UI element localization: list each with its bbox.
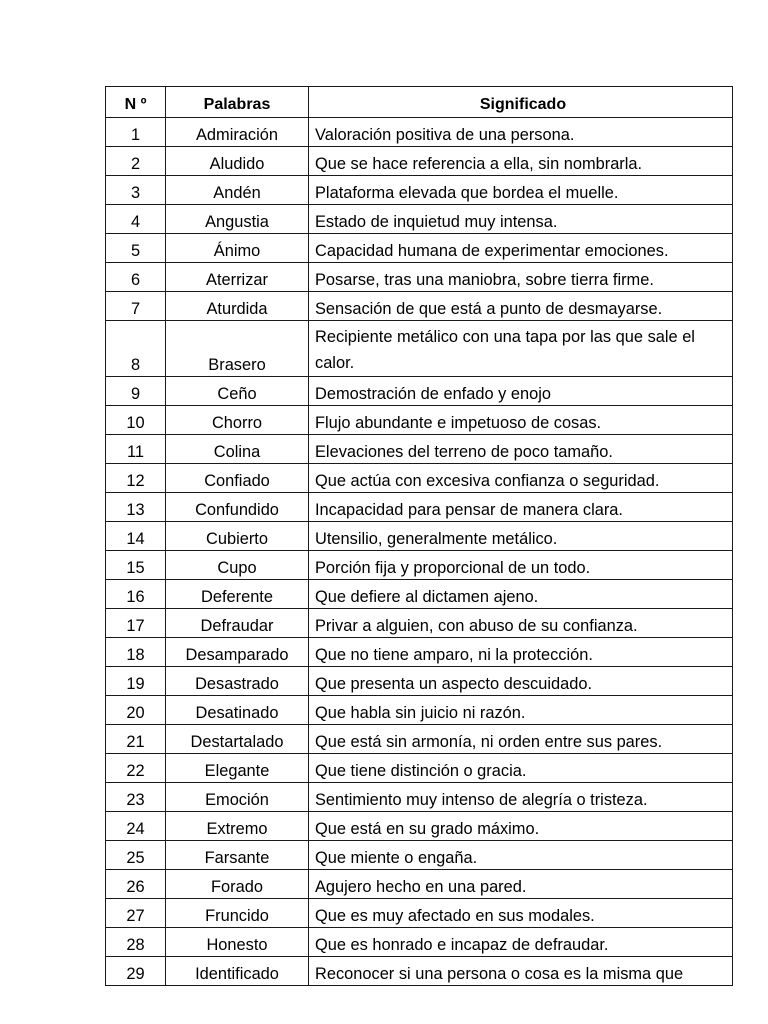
vocabulary-table: [105, 86, 733, 986]
table-row: [106, 638, 733, 667]
row-word: Defraudar: [166, 609, 309, 638]
table-row: [106, 147, 733, 176]
row-number: 5: [106, 234, 166, 263]
row-meaning: Utensilio, generalmente metálico.: [309, 522, 733, 551]
row-meaning: Demostración de enfado y enojo: [309, 377, 733, 406]
table-row: [106, 321, 733, 377]
row-meaning: Privar a alguien, con abuso de su confianza.: [309, 609, 733, 638]
table-row: [106, 435, 733, 464]
row-meaning: Plataforma elevada que bordea el muelle.: [309, 176, 733, 205]
row-word: Aterrizar: [166, 263, 309, 292]
table-row: [106, 551, 733, 580]
row-number: 12: [106, 464, 166, 493]
row-meaning: Posarse, tras una maniobra, sobre tierra firme.: [309, 263, 733, 292]
row-number: 8: [106, 321, 166, 377]
row-meaning: Porción fija y proporcional de un todo.: [309, 551, 733, 580]
table-row: [106, 841, 733, 870]
row-word: Cubierto: [166, 522, 309, 551]
table-row: [106, 234, 733, 263]
header-meaning: Significado: [309, 87, 733, 118]
row-word: Ceño: [166, 377, 309, 406]
table-row: [106, 118, 733, 147]
row-meaning: Que no tiene amparo, ni la protección.: [309, 638, 733, 667]
table-row: [106, 696, 733, 725]
row-meaning: Que está en su grado máximo.: [309, 812, 733, 841]
row-word: Confundido: [166, 493, 309, 522]
row-word: Honesto: [166, 928, 309, 957]
row-meaning: Que se hace referencia a ella, sin nombrarla.: [309, 147, 733, 176]
row-meaning: Incapacidad para pensar de manera clara.: [309, 493, 733, 522]
row-number: 16: [106, 580, 166, 609]
table-row: [106, 377, 733, 406]
row-word: Aturdida: [166, 292, 309, 321]
row-word: Brasero: [166, 321, 309, 377]
row-number: 10: [106, 406, 166, 435]
header-number: N º: [106, 87, 166, 118]
row-word: Identificado: [166, 957, 309, 986]
row-number: 15: [106, 551, 166, 580]
table-row: [106, 205, 733, 234]
row-number: 13: [106, 493, 166, 522]
table-body: [106, 118, 733, 986]
table-row: [106, 263, 733, 292]
table-row: [106, 580, 733, 609]
row-number: 28: [106, 928, 166, 957]
row-word: Forado: [166, 870, 309, 899]
table-row: [106, 292, 733, 321]
row-meaning: Que presenta un aspecto descuidado.: [309, 667, 733, 696]
row-meaning: Recipiente metálico con una tapa por las que sale el calor.: [309, 321, 733, 377]
row-word: Fruncido: [166, 899, 309, 928]
table-row: [106, 493, 733, 522]
row-number: 7: [106, 292, 166, 321]
row-number: 25: [106, 841, 166, 870]
table-row: [106, 899, 733, 928]
table-row: [106, 609, 733, 638]
row-word: Chorro: [166, 406, 309, 435]
table-row: [106, 725, 733, 754]
row-word: Desastrado: [166, 667, 309, 696]
row-word: Andén: [166, 176, 309, 205]
row-number: 9: [106, 377, 166, 406]
row-number: 1: [106, 118, 166, 147]
row-number: 22: [106, 754, 166, 783]
row-word: Confiado: [166, 464, 309, 493]
row-number: 2: [106, 147, 166, 176]
row-meaning: Reconocer si una persona o cosa es la misma que: [309, 957, 733, 986]
row-number: 24: [106, 812, 166, 841]
table-row: [106, 406, 733, 435]
row-meaning: Que miente o engaña.: [309, 841, 733, 870]
row-meaning: Que actúa con excesiva confianza o seguridad.: [309, 464, 733, 493]
row-word: Desatinado: [166, 696, 309, 725]
row-number: 21: [106, 725, 166, 754]
row-meaning: Que habla sin juicio ni razón.: [309, 696, 733, 725]
row-meaning: Que es muy afectado en sus modales.: [309, 899, 733, 928]
row-meaning: Estado de inquietud muy intensa.: [309, 205, 733, 234]
row-word: Aludido: [166, 147, 309, 176]
row-number: 4: [106, 205, 166, 234]
table-row: [106, 754, 733, 783]
row-meaning: Que tiene distinción o gracia.: [309, 754, 733, 783]
row-word: Emoción: [166, 783, 309, 812]
table-row: [106, 812, 733, 841]
table-row: [106, 783, 733, 812]
row-meaning: Que es honrado e incapaz de defraudar.: [309, 928, 733, 957]
row-number: 6: [106, 263, 166, 292]
row-number: 3: [106, 176, 166, 205]
row-word: Elegante: [166, 754, 309, 783]
row-word: Colina: [166, 435, 309, 464]
row-meaning: Agujero hecho en una pared.: [309, 870, 733, 899]
row-word: Cupo: [166, 551, 309, 580]
row-number: 18: [106, 638, 166, 667]
row-word: Farsante: [166, 841, 309, 870]
row-word: Destartalado: [166, 725, 309, 754]
table-row: [106, 928, 733, 957]
table-row: [106, 957, 733, 986]
row-number: 27: [106, 899, 166, 928]
table-row: [106, 667, 733, 696]
row-meaning: Capacidad humana de experimentar emociones.: [309, 234, 733, 263]
row-meaning: Que defiere al dictamen ajeno.: [309, 580, 733, 609]
row-meaning: Sensación de que está a punto de desmayarse.: [309, 292, 733, 321]
row-meaning: Flujo abundante e impetuoso de cosas.: [309, 406, 733, 435]
row-meaning: Que está sin armonía, ni orden entre sus pares.: [309, 725, 733, 754]
table-row: [106, 464, 733, 493]
row-meaning: Valoración positiva de una persona.: [309, 118, 733, 147]
row-number: 20: [106, 696, 166, 725]
row-number: 14: [106, 522, 166, 551]
row-word: Deferente: [166, 580, 309, 609]
row-number: 26: [106, 870, 166, 899]
table-row: [106, 176, 733, 205]
row-word: Extremo: [166, 812, 309, 841]
row-number: 11: [106, 435, 166, 464]
row-word: Desamparado: [166, 638, 309, 667]
row-number: 29: [106, 957, 166, 986]
row-number: 23: [106, 783, 166, 812]
table-row: [106, 870, 733, 899]
row-word: Ánimo: [166, 234, 309, 263]
row-number: 17: [106, 609, 166, 638]
row-word: Admiración: [166, 118, 309, 147]
row-meaning: Elevaciones del terreno de poco tamaño.: [309, 435, 733, 464]
header-words: Palabras: [166, 87, 309, 118]
row-word: Angustia: [166, 205, 309, 234]
header-row: [106, 87, 733, 118]
row-number: 19: [106, 667, 166, 696]
table-row: [106, 522, 733, 551]
row-meaning: Sentimiento muy intenso de alegría o tristeza.: [309, 783, 733, 812]
